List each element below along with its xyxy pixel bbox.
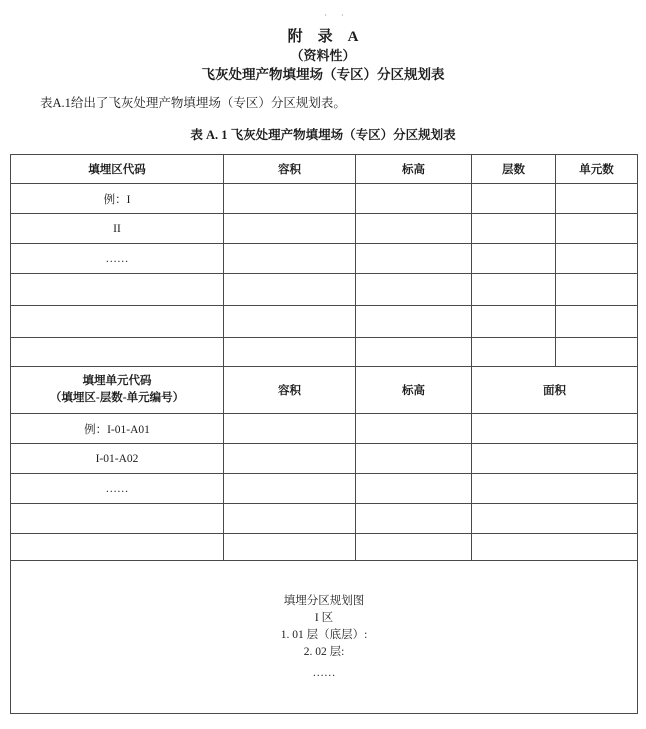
scan-artifact-dots: · · — [324, 11, 350, 20]
cell — [224, 274, 356, 306]
cell — [224, 244, 356, 274]
cell-zone-code: II — [11, 214, 224, 244]
footer-line-layer1: 1. 01 层（底层）: — [280, 628, 368, 641]
header-layer-count: 层数 — [472, 155, 556, 184]
cell — [556, 274, 638, 306]
footer-line-layer2: 2. 02 层: — [303, 645, 345, 658]
cell — [356, 414, 472, 444]
table-row — [11, 338, 638, 367]
cell-unit-code — [11, 504, 224, 534]
footer-line-zone: I 区 — [314, 611, 334, 624]
cell-zone-code — [11, 338, 224, 367]
cell — [356, 274, 472, 306]
cell — [472, 504, 638, 534]
header-fill-unit-code-line1: 填埋单元代码 — [82, 375, 152, 388]
header-fill-zone-code: 填埋区代码 — [11, 155, 224, 184]
cell-unit-code: I-01-A02 — [11, 444, 224, 474]
intro-paragraph: 表A.1给出了飞灰处理产物填埋场（专区）分区规划表。 — [40, 96, 346, 110]
cell — [356, 306, 472, 338]
table-row — [11, 414, 638, 444]
cell — [224, 504, 356, 534]
cell — [472, 414, 638, 444]
footer-cell — [11, 561, 638, 714]
cell — [224, 474, 356, 504]
cell — [356, 504, 472, 534]
cell — [356, 534, 472, 561]
cell-unit-code: 例：I-01-A01 — [11, 414, 224, 444]
cell — [556, 214, 638, 244]
cell — [224, 444, 356, 474]
cell-zone-code: …… — [11, 244, 224, 274]
cell — [356, 244, 472, 274]
cell — [356, 444, 472, 474]
table-row — [11, 306, 638, 338]
cell — [356, 474, 472, 504]
cell — [556, 338, 638, 367]
cell — [356, 184, 472, 214]
cell — [472, 474, 638, 504]
cell — [472, 306, 556, 338]
planning-table-wrap — [10, 154, 637, 714]
cell — [224, 184, 356, 214]
cell-zone-code: 例：I — [11, 184, 224, 214]
header-volume-2: 容积 — [224, 367, 356, 414]
cell — [556, 184, 638, 214]
footer-line-ellipsis: …… — [312, 666, 336, 679]
cell — [224, 338, 356, 367]
header-unit-count: 单元数 — [556, 155, 638, 184]
footer-row — [11, 561, 638, 714]
table-row — [11, 474, 638, 504]
table-caption: 表 A. 1 飞灰处理产物填埋场（专区）分区规划表 — [190, 128, 456, 142]
planning-table — [10, 154, 638, 714]
cell-zone-code — [11, 306, 224, 338]
cell-zone-code — [11, 274, 224, 306]
cell-unit-code — [11, 534, 224, 561]
cell — [356, 214, 472, 244]
cell — [472, 534, 638, 561]
section2-header-row — [11, 367, 638, 414]
header-elevation: 标高 — [356, 155, 472, 184]
cell — [224, 534, 356, 561]
table-row — [11, 214, 638, 244]
cell — [356, 338, 472, 367]
table-row — [11, 444, 638, 474]
cell — [472, 184, 556, 214]
cell — [224, 306, 356, 338]
cell — [472, 244, 556, 274]
cell-unit-code: …… — [11, 474, 224, 504]
cell — [472, 338, 556, 367]
cell — [224, 414, 356, 444]
cell — [472, 444, 638, 474]
table-row — [11, 244, 638, 274]
header-fill-unit-code-line2: （填埋区-层数-单元编号） — [49, 392, 185, 404]
header-volume: 容积 — [224, 155, 356, 184]
header-elevation-2: 标高 — [356, 367, 472, 414]
header-area: 面积 — [472, 367, 638, 414]
appendix-subtitle: （资料性） — [290, 48, 356, 63]
appendix-heading: 飞灰处理产物填埋场（专区）分区规划表 — [201, 67, 445, 82]
table-row — [11, 534, 638, 561]
header-fill-unit-code — [11, 367, 224, 414]
cell — [472, 214, 556, 244]
section1-header-row — [11, 155, 638, 184]
cell — [556, 244, 638, 274]
footer-line-plan-title: 填埋分区规划图 — [283, 594, 365, 607]
table-row — [11, 274, 638, 306]
table-row — [11, 184, 638, 214]
cell — [556, 306, 638, 338]
cell — [224, 214, 356, 244]
appendix-title: 附 录 A — [287, 29, 359, 45]
table-row — [11, 504, 638, 534]
cell — [472, 274, 556, 306]
